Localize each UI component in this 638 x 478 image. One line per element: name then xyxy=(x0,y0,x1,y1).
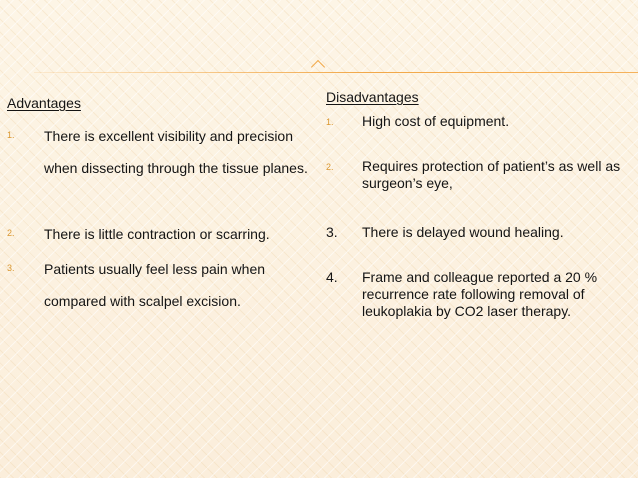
list-text: Patients usually feel less pain when compared with scalpel excision. xyxy=(44,261,266,309)
list-number: 2. xyxy=(326,162,334,172)
list-number: 2. xyxy=(7,228,15,238)
list-number: 3. xyxy=(7,263,15,273)
list-text: High cost of equipment. xyxy=(362,113,510,129)
disadvantages-heading: Disadvantages xyxy=(326,89,419,105)
list-text: Frame and colleague reported a 20 % recurrence rate following removal of leukoplakia by CO2 laser therapy. xyxy=(362,269,598,319)
list-number: 3. xyxy=(326,224,338,240)
header-divider xyxy=(34,72,638,73)
list-text: There is little contraction or scarring. xyxy=(44,226,270,242)
list-number: 1. xyxy=(326,117,334,127)
list-text: There is excellent visibility and precision when dissecting through the tissue planes. xyxy=(44,128,308,176)
list-text: There is delayed wound healing. xyxy=(362,224,564,240)
advantages-heading: Advantages xyxy=(7,95,81,111)
list-number: 1. xyxy=(7,130,15,140)
list-number: 4. xyxy=(326,269,338,285)
list-text: Requires protection of patient’s as well as surgeon’s eye, xyxy=(362,158,621,191)
